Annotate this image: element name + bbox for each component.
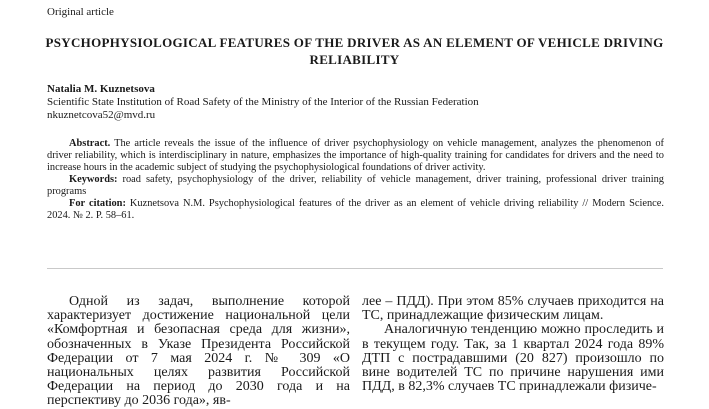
citation-label: For citation:: [69, 198, 126, 209]
section-divider: [47, 268, 663, 269]
citation-text: Kuznetsova N.M. Psychophysiological features of the driver as an element of vehicle driving reliability // Modern Science. 2024. № 2. P. 58–61.: [47, 198, 664, 221]
body-paragraph: лее – ПДД). При этом 85% случаев приходится на ТС, принадлежащие физическим лицам.: [362, 294, 664, 324]
keywords-text: road safety, psychophysiology of the driver, reliability of vehicle management, driver training, professional driver training programs: [47, 174, 664, 197]
abstract-paragraph: [47, 138, 664, 174]
article-type-label: Original article: [47, 6, 114, 18]
citation-paragraph: [47, 198, 664, 222]
abstract-text: The article reveals the issue of the influence of driver psychophysiology on vehicle management, analyzes the phenomenon of driver reliability, which is interdisciplinary in nature, emphasizes the importance of high-quality training for candidates for drivers and the need to increase hours in the academic subject of studying the psychophysiological foundations of driver activity.: [47, 138, 664, 173]
author-email[interactable]: nkuznetcova52@mvd.ru: [47, 109, 156, 121]
author-name: Natalia M. Kuznetsova: [47, 83, 155, 95]
body-column-left: [47, 295, 350, 409]
keywords-label: Keywords:: [69, 174, 118, 185]
abstract-label: Abstract.: [69, 138, 111, 149]
body-paragraph: Одной из задач, выполнение которой характеризует достижение национальной цели «Комфортная и безопасная среда для жизни», обозначенных в Указе Президента Российской Федерации от 7 мая 2024 г. № 309 «О национальных целях развития Российской Федерации на период до 2030 года и на перспективу до 2036 года», яв-: [47, 294, 350, 409]
body-column-right: [362, 295, 664, 394]
article-title: PSYCHOPHYSIOLOGICAL FEATURES OF THE DRIVER AS AN ELEMENT OF VEHICLE DRIVING RELIABILITY: [45, 35, 664, 67]
abstract-block: [47, 138, 664, 222]
author-affiliation: Scientific State Institution of Road Safety of the Ministry of the Interior of the Russian Federation: [47, 96, 479, 108]
body-paragraph: Аналогичную тенденцию можно проследить и в текущем году. Так, за 1 квартал 2024 года 89% ДТП с пострадавшими (20 827) произошло по вине водителей ТС по причине нарушения ими ПДД, в 82,3% случаев ТС принадлежали физиче-: [362, 322, 664, 395]
keywords-paragraph: [47, 174, 664, 198]
